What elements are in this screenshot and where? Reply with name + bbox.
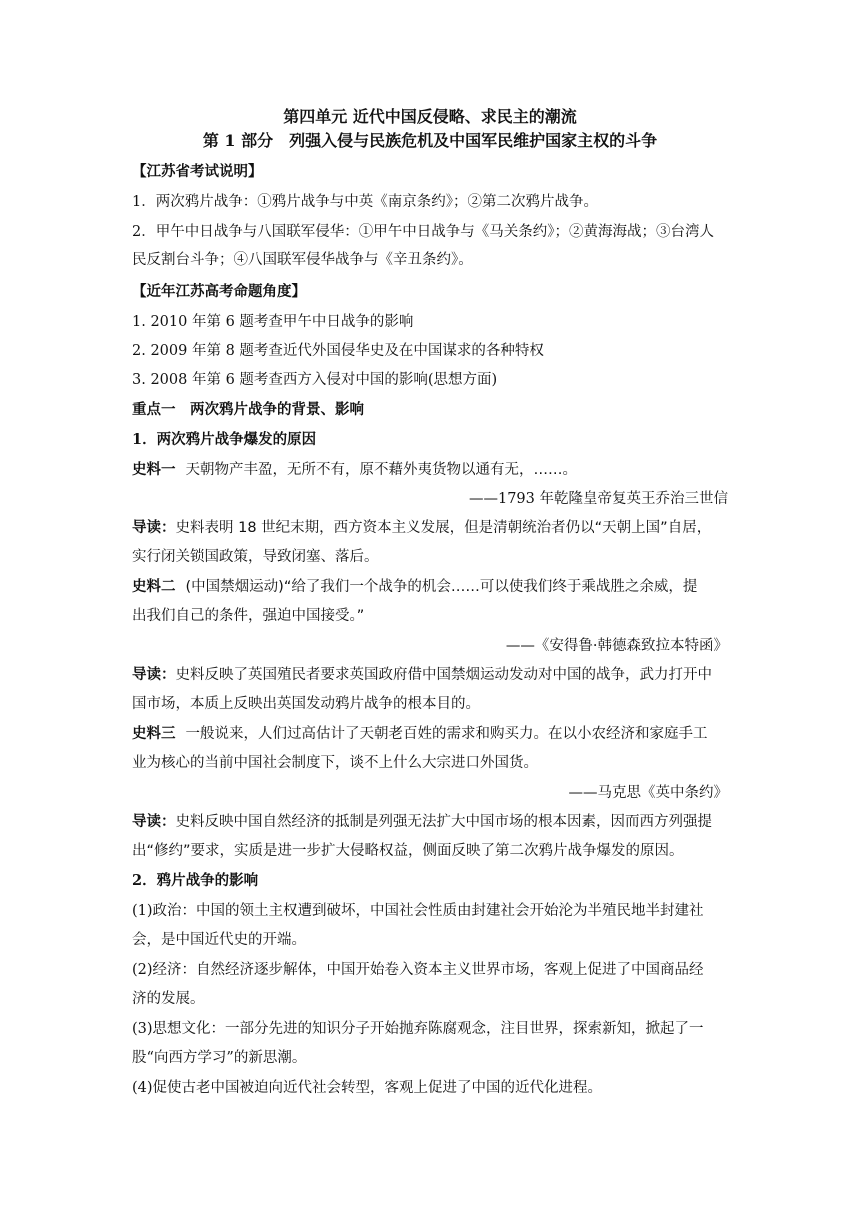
- material-2-line-2: 出我们自己的条件，强迫中国接受。”: [132, 608, 365, 624]
- guide-3-line-1: [132, 810, 712, 831]
- material-1-label: 史料一: [132, 461, 176, 478]
- impact-2-line-1: (2)经济：自然经济逐步解体，中国开始卷入资本主义世界市场，客观上促进了中国商品经: [132, 962, 704, 978]
- impact-3-line-1: (3)思想文化：一部分先进的知识分子开始抛弃陈腐观念，注目世界，探索新知，掀起了一: [132, 1021, 704, 1037]
- recent-exam-item-2: 2. 2009 年第 8 题考查近代外国侵华史及在中国谋求的各种特权: [132, 343, 544, 359]
- material-3-source: ——马克思《英中条约》: [568, 785, 728, 801]
- unit-title: 第四单元 近代中国反侵略、求民主的潮流: [283, 107, 577, 126]
- guide-2-text-1: 史料反映了英国殖民者要求英国政府借中国禁烟运动发动对中国的战争，武力打开中: [175, 667, 712, 683]
- material-1-source: ——1793 年乾隆皇帝复英王乔治三世信: [468, 491, 728, 507]
- impact-2-line-2: 济的发展。: [132, 991, 205, 1007]
- impact-1-line-1: (1)政治：中国的领土主权遭到破坏，中国社会性质由封建社会开始沦为半殖民地半封建社: [132, 903, 704, 919]
- material-3-label: 史料三: [132, 725, 176, 742]
- guide-1-label: 导读：: [132, 519, 176, 536]
- exam-desc-item-2-line-1: 2．甲午中日战争与八国联军侵华：①甲午中日战争与《马关条约》；②黄海海战；③台湾人: [132, 224, 714, 240]
- guide-2-line-1: [132, 663, 712, 684]
- exam-desc-item-2-line-2: 民反割台斗争；④八国联军侵华战争与《辛丑条约》。: [132, 252, 473, 268]
- recent-exam-item-3: 3. 2008 年第 6 题考查西方入侵对中国的影响(思想方面): [132, 372, 498, 388]
- material-2-source: ——《安得鲁·韩德森致拉本特函》: [505, 638, 728, 654]
- guide-2-line-2: 国市场，本质上反映出英国发动鸦片战争的根本目的。: [132, 696, 480, 712]
- guide-3-label: 导读：: [132, 813, 176, 830]
- guide-2-label: 导读：: [132, 666, 176, 683]
- guide-1-line-2: 实行闭关锁国政策，导致闭塞、落后。: [132, 549, 379, 565]
- exam-desc-item-1: 1．两次鸦片战争：①鸦片战争与中英《南京条约》；②第二次鸦片战争。: [132, 194, 598, 210]
- guide-1-line-1: [132, 516, 711, 537]
- part-title: 第 1 部分 列强入侵与民族危机及中国军民维护国家主权的斗争: [202, 131, 658, 150]
- exam-desc-heading: 【江苏省考试说明】: [132, 163, 263, 180]
- guide-3-line-2: 出“修约”要求，实质是进一步扩大侵略权益，侧面反映了第二次鸦片战争爆发的原因。: [132, 843, 684, 859]
- guide-3-text-1: 史料反映中国自然经济的抵制是列强无法扩大中国市场的根本因素，因而西方列强提: [175, 814, 712, 830]
- subsection-impacts: 2．鸦片战争的影响: [132, 872, 259, 889]
- focus-heading: 重点一 两次鸦片战争的背景、影响: [132, 401, 364, 418]
- material-3-line-1: [132, 722, 708, 743]
- material-2-text-1: (中国禁烟运动)“给了我们一个战争的机会……可以使我们终于乘战胜之余威，提: [185, 579, 698, 595]
- material-2-line-1: [132, 575, 697, 596]
- recent-exam-heading: 【近年江苏高考命题角度】: [132, 283, 306, 300]
- material-1: [132, 458, 577, 479]
- subsection-causes: 1．两次鸦片战争爆发的原因: [132, 431, 317, 448]
- material-1-text: 天朝物产丰盈，无所不有，原不藉外夷货物以通有无，……。: [185, 462, 577, 478]
- impact-1-line-2: 会，是中国近代史的开端。: [132, 932, 306, 948]
- impact-4: (4)促使古老中国被迫向近代社会转型，客观上促进了中国的近代化进程。: [132, 1080, 603, 1096]
- material-3-text-1: 一般说来，人们过高估计了天朝老百姓的需求和购买力。在以小农经济和家庭手工: [185, 726, 708, 742]
- recent-exam-item-1: 1. 2010 年第 6 题考查甲午中日战争的影响: [132, 314, 414, 330]
- guide-1-text-1: 史料表明 18 世纪末期，西方资本主义发展，但是清朝统治者仍以“天朝上国”自居，: [175, 520, 712, 536]
- material-3-line-2: 业为核心的当前中国社会制度下，谈不上什么大宗进口外国货。: [132, 755, 538, 771]
- impact-3-line-2: 股“向西方学习”的新思潮。: [132, 1050, 307, 1066]
- material-2-label: 史料二: [132, 578, 176, 595]
